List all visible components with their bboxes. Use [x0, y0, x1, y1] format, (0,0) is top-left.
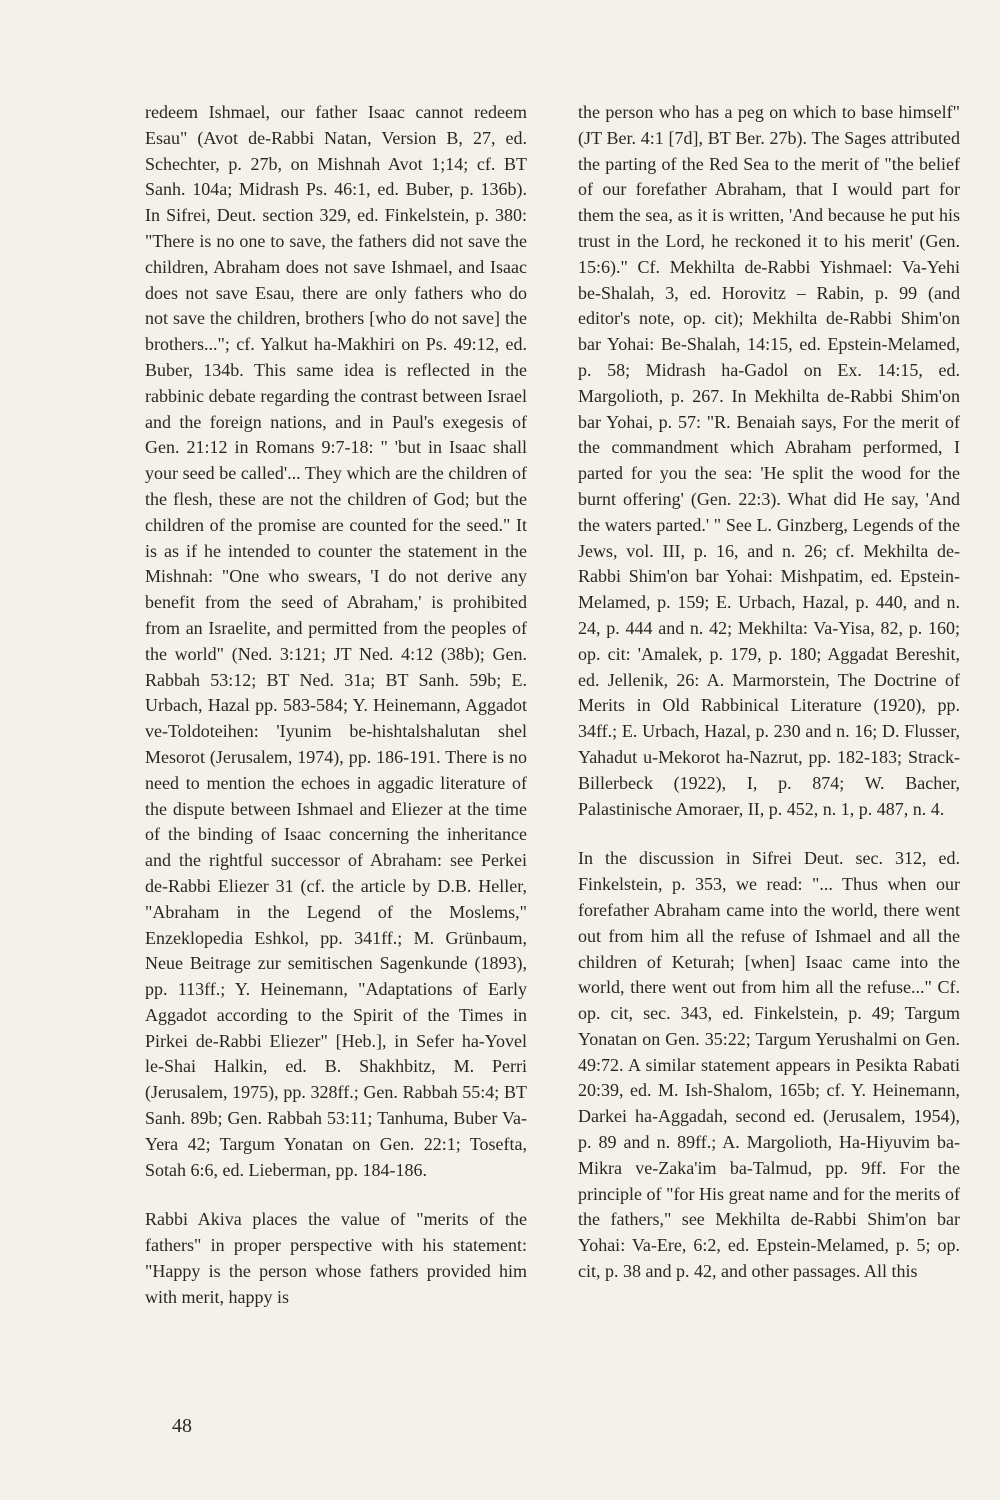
left-column: [145, 100, 527, 1311]
page-number: 48: [172, 1415, 192, 1437]
paragraph: In the discussion in Sifrei Deut. sec. 312, ed. Finkelstein, p. 353, we read: "... Thus when our forefather Abraham came into the world, there went out from him all the refuse of Ishmael and all the children of Keturah; [when] Isaac came into the world, there went out from him all the refuse..." Cf. op. cit, sec. 343, ed. Finkelstein, p. 49; Targum Yonatan on Gen. 35:22; Targum Yerushalmi on Gen. 49:72. A similar statement appears in Pesikta Rabati 20:39, ed. M. Ish-Shalom, 165b; cf. Y. Heinemann, Darkei ha-Aggadah, second ed. (Jerusalem, 1954), p. 89 and n. 89ff.; A. Margolioth, Ha-Hiyuvim ba-Mikra ve-Zaka'im ba-Talmud, pp. 9ff. For the principle of "for His great name and for the merits of the fathers," see Mekhilta de-Rabbi Shim'on bar Yohai: Va-Ere, 6:2, ed. Epstein-Melamed, p. 5; op. cit, p. 38 and p. 42, and other passages. All this: [578, 848, 960, 1282]
paragraph: the person who has a peg on which to base himself" (JT Ber. 4:1 [7d], BT Ber. 27b). The Sages attributed the parting of the Red Sea to the merit of "the belief of our forefather Abraham, that I would part for them the sea, as it is written, 'And because he put his trust in the Lord, he reckoned it to his merit' (Gen. 15:6)." Cf. Mekhilta de-Rabbi Yishmael: Va-Yehi be-Shalah, 3, ed. Horovitz – Rabin, p. 99 (and editor's note, op. cit); Mekhilta de-Rabbi Shim'on bar Yohai: Be-Shalah, 14:15, ed. Epstein-Melamed, p. 58; Midrash ha-Gadol on Ex. 14:15, ed. Margolioth, p. 267. In Mekhilta de-Rabbi Shim'on bar Yohai, p. 57: "R. Benaiah says, For the merit of the commandment which Abraham performed, I parted for you the sea: 'He split the wood for the burnt offering' (Gen. 22:3). What did He say, 'And the waters parted.' " See L. Ginzberg, Legends of the Jews, vol. III, p. 16, and n. 26; cf. Mekhilta de-Rabbi Shim'on bar Yohai: Mishpatim, ed. Epstein-Melamed, p. 159; E. Urbach, Hazal, p. 440, and n. 24, p. 444 and n. 42; Mekhilta: Va-Yisa, 82, p. 160; op. cit: 'Amalek, p. 179, p. 180; Aggadat Bereshit, ed. Jellenik, 26: A. Marmorstein, The Doctrine of Merits in Old Rabbinical Literature (1920), pp. 34ff.; E. Urbach, Hazal, p. 230 and n. 16; D. Flusser, Yahadut u-Mekorot ha-Nazrut, pp. 182-183; Strack-Billerbeck (1922), I, p. 874; W. Bacher, Palastinische Amoraer, II, p. 452, n. 1, p. 487, n. 4.: [578, 102, 960, 819]
right-column: [578, 100, 960, 1285]
paragraph: redeem Ishmael, our father Isaac cannot redeem Esau" (Avot de-Rabbi Natan, Version B, 27, ed. Schechter, p. 27b, on Mishnah Avot 1;14; cf. BT Sanh. 104a; Midrash Ps. 46:1, ed. Buber, p. 136b). In Sifrei, Deut. section 329, ed. Finkelstein, p. 380: "There is no one to save, the fathers did not save the children, Abraham does not save Ishmael, and Isaac does not save Esau, there are only fathers who do not save the children, brothers [who do not save] the brothers..."; cf. Yalkut ha-Makhiri on Ps. 49:12, ed. Buber, 134b. This same idea is reflected in the rabbinic debate regarding the contrast between Israel and the foreign nations, and in Paul's exegesis of Gen. 21:12 in Romans 9:7-18: " 'but in Isaac shall your seed be called'... They which are the children of the flesh, these are not the children of God; but the children of the promise are counted for the seed." It is as if he intended to counter the statement in the Mishnah: "One who swears, 'I do not derive any benefit from the seed of Abraham,' is prohibited from an Israelite, and permitted from the peoples of the world" (Ned. 3:121; JT Ned. 4:12 (38b); Gen. Rabbah 53:12; BT Ned. 31a; BT Sanh. 59b; E. Urbach, Hazal pp. 583-584; Y. Heinemann, Aggadot ve-Toldoteihen: 'Iyunim be-hishtalshalutan shel Mesorot (Jerusalem, 1974), pp. 186-191. There is no need to mention the echoes in aggadic literature of the dispute between Ishmael and Eliezer at the time of the binding of Isaac concerning the inheritance and the rightful successor of Abraham: see Perkei de-Rabbi Eliezer 31 (cf. the article by D.B. Heller, "Abraham in the Legend of the Moslems," Enzeklopedia Eshkol, pp. 341ff.; M. Grünbaum, Neue Beitrage zur semitischen Sagenkunde (1893), pp. 113ff.; Y. Heinemann, "Adaptations of Early Aggadot according to the Spirit of the Times in Pirkei de-Rabbi Eliezer" [Heb.], in Sefer ha-Yovel le-Shai Halkin, ed. B. Shakhbitz, M. Perri (Jerusalem, 1975), pp. 328ff.; Gen. Rabbah 55:4; BT Sanh. 89b; Gen. Rabbah 53:11; Tanhuma, Buber Va-Yera 42; Targum Yonatan on Gen. 22:1; Tosefta, Sotah 6:6, ed. Lieberman, pp. 184-186.: [145, 102, 527, 1180]
paragraph: Rabbi Akiva places the value of "merits of the fathers" in proper perspective with his statement: "Happy is the person whose fathers provided him with merit, happy is: [145, 1209, 527, 1307]
